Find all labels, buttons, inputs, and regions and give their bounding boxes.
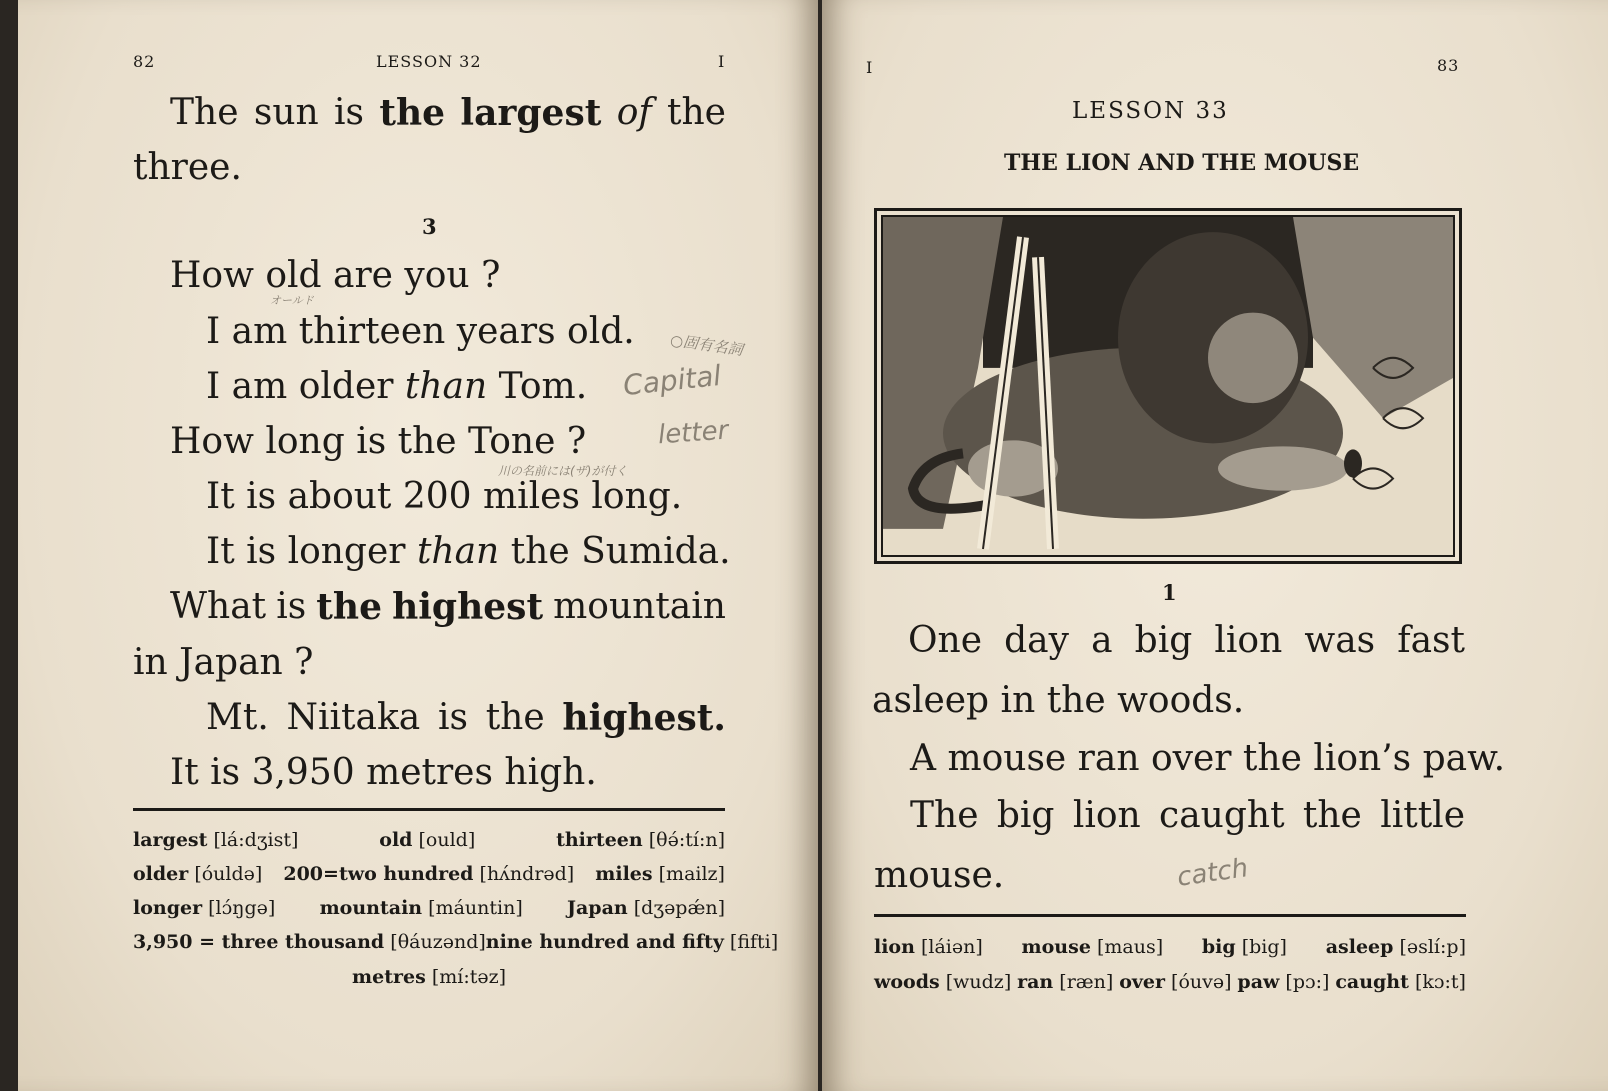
- handwritten-note: Capital: [621, 358, 723, 403]
- vocab-pron: [hʌ́ndrəd]: [479, 863, 575, 885]
- vocab-pron: [big]: [1241, 936, 1287, 958]
- text: It is longer: [206, 531, 417, 572]
- word: is: [276, 586, 307, 627]
- vocab-word: old: [379, 829, 413, 851]
- vocab-entry: [320, 897, 523, 919]
- vocab-row: [874, 971, 1466, 993]
- word: was: [1304, 620, 1376, 661]
- text-line: [206, 697, 726, 739]
- word: the: [667, 92, 726, 133]
- text-line: How old are you ?: [170, 255, 501, 296]
- text-line: asleep in the woods.: [872, 680, 1245, 721]
- text-line: It is about 200 miles long.: [206, 476, 683, 517]
- text: than: [416, 531, 500, 572]
- vocab-pron: [lɔ́ŋgə]: [208, 897, 276, 919]
- vocab-word: caught: [1335, 971, 1409, 993]
- word: the: [379, 92, 446, 134]
- vocab-word: 3,950 = three thousand: [133, 931, 385, 953]
- vocab-pron: [fifti]: [729, 931, 779, 953]
- vocab-pron: [dʒəpǽn]: [633, 897, 725, 919]
- text-line: How long is the Tone ?: [170, 421, 587, 462]
- vocab-word: asleep: [1325, 936, 1394, 958]
- vocab-word: mouse: [1021, 936, 1091, 958]
- page-number: 82: [133, 52, 156, 71]
- word: is: [437, 697, 468, 738]
- vocab-pron: [ould]: [418, 829, 476, 851]
- handwritten-note: letter: [657, 415, 730, 451]
- vocab-word: older: [133, 863, 189, 885]
- word: Niitaka: [286, 697, 421, 738]
- vocab-pron: [óuldə]: [194, 863, 263, 885]
- handwritten-note: catch: [1175, 853, 1250, 893]
- vocab-word: thirteen: [556, 829, 643, 851]
- vocab-entry: [1017, 971, 1113, 993]
- word: is: [334, 92, 365, 133]
- vocab-entry: [1202, 936, 1287, 958]
- text: the Sumida.: [499, 531, 731, 572]
- vocab-pron: [maus]: [1096, 936, 1164, 958]
- vocab-entry: [1237, 971, 1329, 993]
- vocab-pron: [óuvə]: [1171, 971, 1232, 993]
- word: One: [908, 620, 983, 661]
- vocab-pron: [kɔ:t]: [1414, 971, 1466, 993]
- text: than: [404, 366, 488, 407]
- text-line: [206, 531, 731, 572]
- word: What: [170, 586, 267, 627]
- vocab-word: over: [1119, 971, 1165, 993]
- vocab-word: ran: [1017, 971, 1054, 993]
- word: The: [170, 92, 239, 133]
- right-page: [822, 0, 1608, 1091]
- text: I am older: [206, 366, 405, 407]
- text-line: in Japan ?: [133, 642, 314, 683]
- vocab-pron: [mí:təz]: [431, 966, 507, 988]
- vocab-word: metres: [352, 966, 426, 988]
- word: day: [1004, 620, 1069, 661]
- vocab-pron: [mailz]: [658, 863, 725, 885]
- word: Mt.: [206, 697, 269, 738]
- vocab-pron: [pɔ:]: [1285, 971, 1330, 993]
- word: the: [485, 697, 545, 738]
- text-line: It is 3,950 metres high.: [170, 752, 597, 793]
- word: caught: [1159, 795, 1285, 836]
- vocab-entry: [595, 863, 725, 885]
- lesson-title: LESSON 33: [1072, 98, 1229, 124]
- section-number: 1: [1162, 580, 1177, 605]
- vocab-entry: [567, 897, 725, 919]
- vocab-word: nine hundred and fifty: [485, 931, 724, 953]
- word: big: [996, 795, 1055, 836]
- vocab-entry: [1335, 971, 1466, 993]
- vocab-row: [874, 936, 1466, 958]
- word: largest: [460, 92, 602, 134]
- paragraph-line: [170, 92, 726, 134]
- vocab-pron: [θə́:tí:n]: [648, 829, 725, 851]
- vocab-word: paw: [1237, 971, 1280, 993]
- word: lion: [1072, 795, 1141, 836]
- story-title: THE LION AND THE MOUSE: [1004, 150, 1360, 176]
- vocab-pron: [láiən]: [920, 936, 983, 958]
- word: of: [616, 92, 652, 133]
- lesson-header: LESSON 32: [376, 52, 482, 71]
- page-number: 83: [1437, 56, 1460, 75]
- vocab-entry: [874, 971, 1011, 993]
- section-marker: I: [718, 52, 726, 71]
- vocab-entry: [133, 863, 262, 885]
- word: The: [910, 795, 979, 836]
- text-line: A mouse ran over the lion’s paw.: [910, 738, 1506, 779]
- left-page: [18, 0, 818, 1091]
- vocab-entry: [133, 897, 275, 919]
- handwritten-note: ○固有名詞: [669, 330, 744, 359]
- word: sun: [253, 92, 319, 133]
- vocab-entry: [352, 966, 506, 988]
- vocab-entry: [486, 931, 778, 953]
- illustration-frame: [881, 215, 1455, 557]
- text-line: [910, 795, 1465, 836]
- vocab-pron: [ræn]: [1059, 971, 1114, 993]
- vocab-entry: [283, 863, 574, 885]
- text-line: I am thirteen years old.: [206, 311, 635, 352]
- vocab-row: [133, 829, 725, 851]
- vocab-entry: [874, 936, 983, 958]
- vocab-word: longer: [133, 897, 203, 919]
- paragraph-line: three.: [133, 147, 242, 188]
- vocab-word: woods: [874, 971, 940, 993]
- word: little: [1380, 795, 1465, 836]
- word: lion: [1214, 620, 1283, 661]
- handwritten-note: オールド: [270, 294, 314, 307]
- vocab-pron: [lá:dʒist]: [213, 829, 299, 851]
- word: a: [1091, 620, 1113, 661]
- vocab-pron: [wudz]: [945, 971, 1012, 993]
- word: highest.: [562, 697, 726, 739]
- vocab-word: mountain: [319, 897, 423, 919]
- vocab-entry: [1022, 936, 1164, 958]
- section-number: 3: [422, 214, 437, 239]
- word: big: [1134, 620, 1193, 661]
- vocab-entry: [379, 829, 475, 851]
- vocab-entry: [1119, 971, 1231, 993]
- text-line: [170, 586, 726, 628]
- text-line: [908, 620, 1465, 661]
- divider: [874, 914, 1466, 917]
- word: the: [1302, 795, 1362, 836]
- text-line: [206, 366, 587, 407]
- word: mountain: [553, 586, 726, 627]
- vocab-entry: [1326, 936, 1466, 958]
- section-marker: I: [866, 58, 874, 77]
- vocab-entry: [556, 829, 725, 851]
- lion-and-mouse-image: [883, 217, 1453, 555]
- vocab-row: [133, 931, 779, 953]
- word: the: [316, 586, 382, 628]
- vocab-pron: [əslí:p]: [1399, 936, 1466, 958]
- vocab-row: [133, 863, 725, 885]
- vocab-word: big: [1201, 936, 1236, 958]
- vocab-word: lion: [874, 936, 915, 958]
- vocab-word: Japan: [567, 897, 628, 919]
- word: fast: [1397, 620, 1465, 661]
- vocab-pron: [θáuzənd]: [390, 931, 486, 953]
- lion-illustration: [874, 208, 1462, 564]
- text-line: mouse.: [874, 855, 1005, 896]
- vocab-word: 200=two hundred: [283, 863, 474, 885]
- vocab-entry: [133, 829, 298, 851]
- vocab-word: miles: [595, 863, 653, 885]
- word: highest: [392, 586, 544, 628]
- vocab-row: [133, 897, 725, 919]
- divider: [133, 808, 725, 811]
- vocab-pron: [máuntin]: [428, 897, 523, 919]
- vocab-entry: [133, 931, 486, 953]
- vocab-word: largest: [133, 829, 208, 851]
- text: Tom.: [487, 366, 588, 407]
- handwritten-note: 川の名前には(ザ)が付く: [498, 464, 628, 478]
